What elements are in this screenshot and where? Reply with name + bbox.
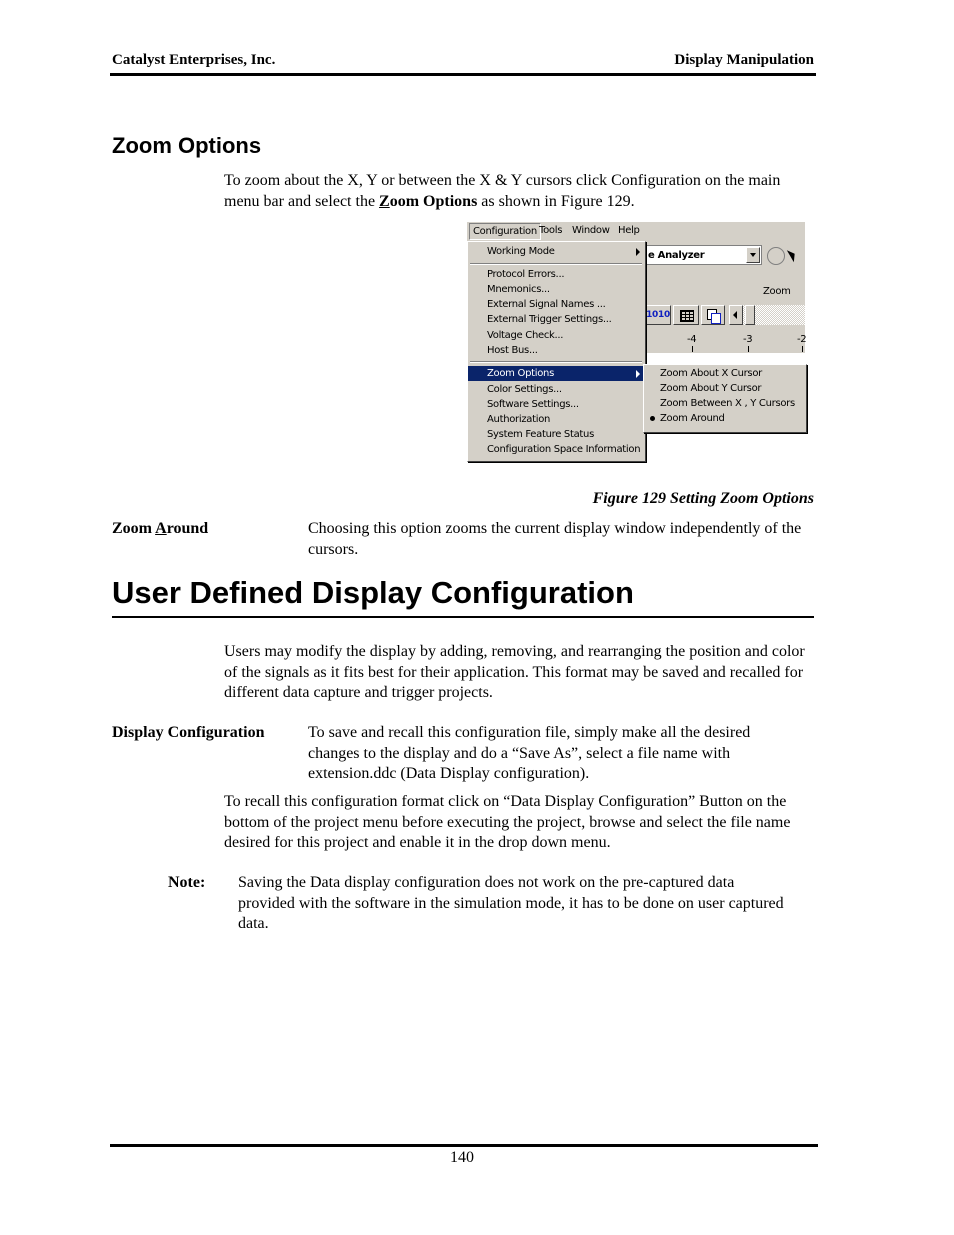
zoom-options-heading: Zoom Options <box>112 133 262 158</box>
zoom-para-part1: To zoom about the X, Y or between the X & Y cursors click Configuration on the main menu bar and select the <box>224 172 781 210</box>
scrollbar-thumb[interactable] <box>745 305 755 325</box>
configuration-dropdown <box>467 241 646 462</box>
menu-item-configuration-space-information[interactable]: Configuration Space Information <box>487 444 641 455</box>
menu-item-authorization[interactable]: Authorization <box>487 414 551 425</box>
note-text: Saving the Data display configuration does not work on the pre-captured data provided with the software in the simulation mode, it has to be done on user captured data. <box>238 874 784 932</box>
menu-item-mnemonics[interactable]: Mnemonics... <box>487 284 550 295</box>
menu-item-protocol-errors[interactable]: Protocol Errors... <box>487 269 565 280</box>
zoom-around-description: Choosing this option zooms the current display window independently of the cursors. <box>308 520 802 558</box>
header-rule <box>110 73 816 76</box>
zoom-around-term <box>112 519 208 540</box>
zoom-around-term-pre: Zoom <box>112 520 156 537</box>
analyzer-combo-value: e Analyzer <box>648 250 705 261</box>
section-rule <box>112 616 814 618</box>
menu-item-system-feature-status[interactable]: System Feature Status <box>487 429 595 440</box>
menu-item-label: Working Mode <box>487 246 555 257</box>
menu-item-color-settings[interactable]: Color Settings... <box>487 384 562 395</box>
ruler-tick-label: -4 <box>687 334 697 345</box>
chevron-down-icon[interactable] <box>746 247 760 263</box>
menu-window[interactable]: Window <box>572 225 610 236</box>
ruler-tick-label: -2 <box>797 334 807 345</box>
binary-view-button[interactable]: 1010 <box>645 305 671 325</box>
menu-tools[interactable]: Tools <box>539 225 563 236</box>
ruler-tick <box>692 346 693 352</box>
page-number: 140 <box>450 1149 474 1166</box>
scroll-left-button[interactable] <box>729 305 743 325</box>
analyzer-combo[interactable] <box>645 245 762 265</box>
submenu-item-label: Zoom Around <box>660 413 725 424</box>
menu-separator <box>470 263 642 265</box>
zoom-para-bold-rest: oom Options <box>389 192 478 210</box>
menu-configuration[interactable]: Configuration <box>469 223 541 240</box>
zoom-label: Zoom <box>763 286 791 297</box>
radio-bullet-icon <box>650 416 655 421</box>
header-company: Catalyst Enterprises, Inc. <box>112 52 276 68</box>
copy-button[interactable] <box>701 305 725 325</box>
arrow-left-icon <box>733 311 737 319</box>
figure-screenshot <box>467 222 805 462</box>
user-defined-paragraph: Users may modify the display by adding, removing, and rearranging the position and color of the signals as it fits best for their application. This format may be saved and recalled for different data capture and trigger projects. <box>224 643 805 701</box>
menu-item-label: Zoom Options <box>487 368 554 379</box>
record-icon[interactable] <box>767 247 785 265</box>
menu-item-external-trigger-settings[interactable]: External Trigger Settings... <box>487 314 612 325</box>
zoom-options-submenu <box>643 364 807 433</box>
zoom-around-term-letter: A <box>155 520 167 537</box>
display-configuration-term: Display Configuration <box>112 724 265 741</box>
submenu-zoom-about-x[interactable]: Zoom About X Cursor <box>660 368 762 379</box>
note-label: Note: <box>168 874 206 891</box>
copy-icon-back <box>711 313 721 324</box>
submenu-arrow-icon <box>636 370 640 378</box>
zoom-options-paragraph <box>224 171 816 212</box>
ruler-tick <box>802 346 803 352</box>
menu-item-voltage-check[interactable]: Voltage Check... <box>487 330 564 341</box>
display-configuration-description: To save and recall this configuration file, simply make all the desired changes to the display and do a “Save As”, select a file name with extension.ddc (Data Display configuration). <box>308 724 751 782</box>
zoom-para-part2: as shown in Figure 129. <box>477 192 635 210</box>
menu-bar <box>467 222 805 241</box>
submenu-zoom-about-y[interactable]: Zoom About Y Cursor <box>660 383 762 394</box>
zoom-around-term-post: round <box>166 520 209 537</box>
grid-view-button[interactable] <box>673 305 699 325</box>
menu-item-working-mode[interactable] <box>468 244 644 259</box>
grid-icon <box>680 310 694 322</box>
header-section: Display Manipulation <box>674 52 814 68</box>
submenu-zoom-around[interactable] <box>644 411 804 426</box>
figure-caption: Figure 129 Setting Zoom Options <box>592 490 814 507</box>
submenu-zoom-between[interactable]: Zoom Between X , Y Cursors <box>660 398 795 409</box>
menu-item-software-settings[interactable]: Software Settings... <box>487 399 579 410</box>
footer-rule <box>110 1144 818 1147</box>
menu-help[interactable]: Help <box>618 225 640 236</box>
menu-separator <box>470 361 642 363</box>
recall-paragraph: To recall this configuration format click on “Data Display Configuration” Button on the bottom of the project menu before executing the project, browse and select the file name desired for this project and enable it in the drop down menu. <box>224 793 791 851</box>
ruler-tick <box>748 346 749 352</box>
menu-item-host-bus[interactable]: Host Bus... <box>487 345 538 356</box>
user-defined-heading: User Defined Display Configuration <box>112 575 634 610</box>
submenu-arrow-icon <box>636 248 640 256</box>
ruler-tick-label: -3 <box>743 334 753 345</box>
menu-item-external-signal-names[interactable]: External Signal Names ... <box>487 299 606 310</box>
menu-item-zoom-options[interactable] <box>468 366 644 381</box>
zoom-para-bold: Zoom Options <box>379 192 478 210</box>
